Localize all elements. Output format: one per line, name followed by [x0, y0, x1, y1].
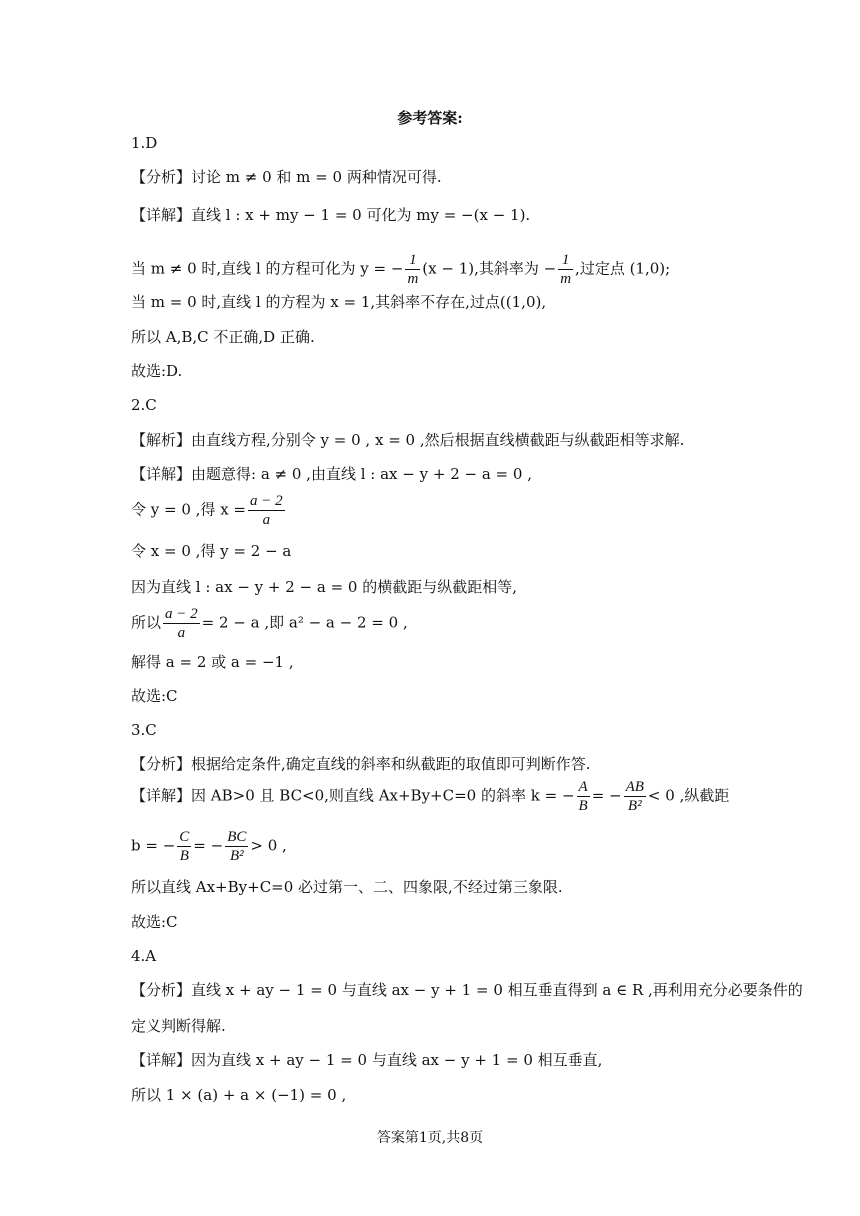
fraction: [558, 251, 573, 288]
fraction: [225, 828, 248, 865]
answer-4-analysis-cont: 定义判断得解.: [131, 1017, 226, 1035]
answer-4-detail: 【详解】因为直线 x + ay − 1 = 0 与直线 ax − y + 1 = 0 相互垂直,: [131, 1051, 603, 1069]
denominator: B²: [229, 848, 244, 864]
denominator: B²: [627, 798, 642, 814]
text: = −: [193, 836, 224, 855]
fraction: [577, 778, 590, 815]
text: (x − 1),其斜率为 −: [422, 259, 557, 278]
text: < 0 ,纵截距: [647, 786, 730, 805]
fraction: [177, 828, 191, 865]
answer-2-detail-solution: 解得 a = 2 或 a = −1 ,: [131, 653, 294, 671]
answer-1-conclusion: 所以 A,B,C 不正确,D 正确.: [131, 328, 315, 346]
fraction: [163, 605, 200, 642]
answer-3-conclusion: 所以直线 Ax+By+C=0 必过第一、二、四象限,不经过第三象限.: [131, 878, 563, 896]
answer-1-choice: 故选:D.: [131, 362, 183, 380]
numerator: 1: [558, 251, 573, 270]
numerator: AB: [625, 779, 644, 795]
answer-3-detail-slope: [131, 778, 729, 815]
text: 当 m ≠ 0 时,直线 l 的方程可化为 y = −: [131, 259, 404, 278]
answer-1-detail-case2: 当 m = 0 时,直线 l 的方程为 x = 1,其斜率不存在,过点((1,0),: [131, 293, 547, 311]
text: > 0 ,: [250, 836, 287, 855]
answer-1-heading: 1.D: [131, 134, 158, 152]
answer-3-analysis: 【分析】根据给定条件,确定直线的斜率和纵截距的取值即可判断作答.: [131, 755, 591, 773]
answer-4-detail-equation: 所以 1 × (a) + a × (−1) = 0 ,: [131, 1086, 347, 1104]
answer-2-detail-equation: [131, 605, 408, 642]
page-footer: 答案第1页,共8页: [376, 1130, 484, 1146]
fraction: [624, 778, 646, 815]
denominator: m: [407, 271, 419, 287]
denominator: B: [179, 848, 189, 864]
answer-4-analysis: 【分析】直线 x + ay − 1 = 0 与直线 ax − y + 1 = 0 相互垂直得到 a ∈ R ,再利用充分必要条件的: [131, 981, 803, 999]
answer-3-heading: 3.C: [131, 721, 157, 739]
text: 【详解】因 AB>0 且 BC<0,则直线 Ax+By+C=0 的斜率 k = −: [131, 786, 575, 805]
text: ,过定点 (1,0);: [575, 259, 671, 278]
numerator: 1: [405, 251, 420, 270]
numerator: C: [179, 829, 190, 845]
numerator: BC: [227, 829, 247, 845]
answer-4-heading: 4.A: [131, 947, 157, 965]
answer-2-choice: 故选:C: [131, 687, 178, 705]
text: 所以: [131, 613, 162, 632]
answer-2-detail-equal: 因为直线 l : ax − y + 2 − a = 0 的横截距与纵截距相等,: [131, 578, 518, 596]
fraction: [248, 492, 285, 529]
answer-3-choice: 故选:C: [131, 913, 178, 931]
answer-2-heading: 2.C: [131, 396, 157, 414]
page-title: 参考答案:: [397, 109, 463, 127]
denominator: m: [560, 271, 572, 287]
answer-1-analysis: 【分析】讨论 m ≠ 0 和 m = 0 两种情况可得.: [131, 168, 442, 186]
numerator: a − 2: [250, 493, 283, 509]
answer-1-detail-case1: [131, 251, 670, 288]
answer-3-detail-intercept: [131, 828, 287, 865]
answer-2-detail-y-intercept: 令 x = 0 ,得 y = 2 − a: [131, 542, 292, 560]
answer-1-detail: 【详解】直线 l : x + my − 1 = 0 可化为 my = −(x − 1).: [131, 206, 531, 224]
text: = −: [591, 786, 622, 805]
answer-2-detail: 【详解】由题意得: a ≠ 0 ,由直线 l : ax − y + 2 − a = 0 ,: [131, 465, 532, 483]
fraction: [405, 251, 420, 288]
denominator: a: [262, 512, 271, 528]
answer-2-detail-x-intercept: [131, 492, 287, 529]
denominator: a: [177, 625, 186, 641]
text: = 2 − a ,即 a² − a − 2 = 0 ,: [201, 613, 408, 632]
answer-2-analysis: 【解析】由直线方程,分别令 y = 0 , x = 0 ,然后根据直线横截距与纵截距相等求解.: [131, 431, 685, 449]
text: b = −: [131, 836, 176, 855]
text: 令 y = 0 ,得 x =: [131, 500, 246, 519]
numerator: a − 2: [165, 606, 198, 622]
numerator: A: [578, 779, 588, 795]
denominator: B: [578, 798, 588, 814]
